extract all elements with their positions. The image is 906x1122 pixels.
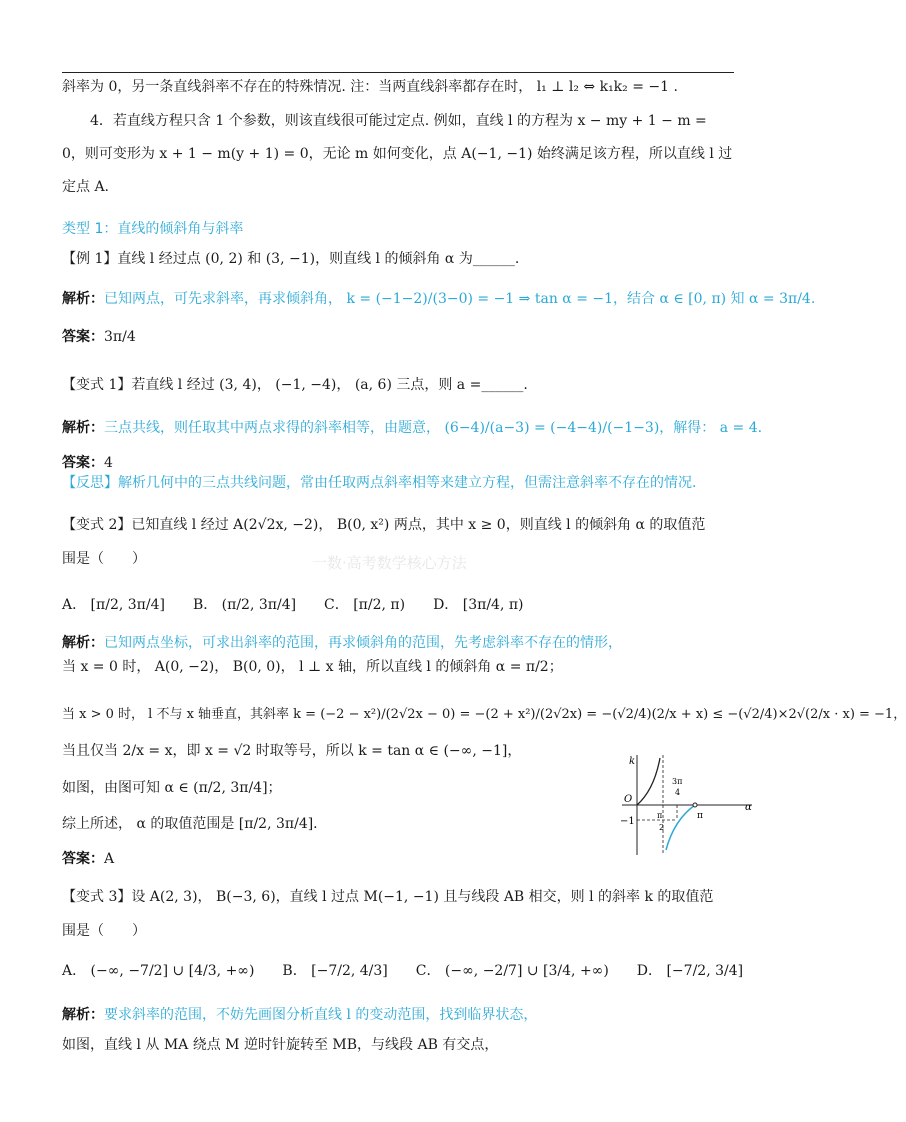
answer-value: 4	[104, 455, 113, 471]
text-line: 当 x = 0 时， A(0, −2)， B(0, 0)， l ⊥ x 轴，所以直线 l 的倾斜角 α = π/2；	[62, 659, 563, 675]
watermark: 一数·高考数学核心方法	[312, 554, 467, 572]
answer-label: 答案：	[62, 329, 104, 345]
analysis-4	[62, 1006, 537, 1024]
tan-graph	[602, 750, 752, 860]
tan-curve-left	[637, 758, 660, 805]
variant-2: 【变式 2】已知直线 l 经过 A(2√2x, −2)， B(0, x²) 两点，其中 x ≥ 0，则直线 l 的倾斜角 α 的取值范	[62, 517, 706, 533]
example-1: 【例 1】直线 l 经过点 (0, 2) 和 (3, −1)，则直线 l 的倾斜角 α 为______.	[62, 251, 520, 267]
answer-3	[62, 850, 114, 868]
section-title: 类型 1：直线的倾斜角与斜率	[62, 221, 244, 237]
analysis-label: 解析：	[62, 1007, 104, 1023]
pi-label: π	[697, 811, 703, 821]
answer-1	[62, 328, 136, 346]
answer-value: A	[104, 851, 115, 867]
text-line: 如图，直线 l 从 MA 绕点 M 逆时针旋转至 MB，与线段 AB 有交点，	[62, 1037, 499, 1053]
variant-2-cont: 围是（ ）	[62, 551, 146, 567]
reflection: 【反思】解析几何中的三点共线问题，常由任取两点斜率相等来建立方程，但需注意斜率不存在的情况.	[62, 475, 697, 491]
text-line: 斜率为 0，另一条直线斜率不存在的特殊情况. 注：当两直线斜率都存在时， l₁ ⊥ l₂ ⇔ k₁k₂ = −1 .	[62, 79, 678, 95]
analysis-text: 已知两点，可先求斜率，再求倾斜角， k = (−1−2)/(3−0) = −1 ⇒ tan α = −1，结合 α ∈ [0, π) 知 α = 3π/4.	[104, 291, 816, 307]
analysis-text: 三点共线，则任取其中两点求得的斜率相等，由题意， (6−4)/(a−3) = (−4−4)/(−1−3)，解得： a = 4.	[104, 420, 763, 436]
tick-3pi-num: 3π	[672, 777, 683, 786]
text-line: 如图，由图可知 α ∈ (π/2, 3π/4]；	[62, 780, 282, 796]
analysis-3	[62, 634, 622, 652]
text-line: 定点 A.	[62, 179, 110, 195]
answer-2	[62, 454, 113, 472]
analysis-2	[62, 419, 762, 437]
text-line: 4．若直线方程只含 1 个参数，则该直线很可能过定点. 例如，直线 l 的方程为 x − my + 1 − m =	[62, 113, 707, 129]
tick-pi-den: 2	[659, 823, 665, 832]
text-line: 当 x > 0 时， l 不与 x 轴垂直，其斜率 k = (−2 − x²)/(2√2x − 0) = −(2 + x²)/(2√2x) = −(√2/4)(2/x + x) ≤ −(√2/4)×2√(2/x · x) = −1，	[62, 707, 906, 722]
options-3: A． (−∞, −7/2] ∪ [4/3, +∞) B． [−7/2, 4/3] C． (−∞, −2/7] ∪ [3/4, +∞) D． [−7/2, 3/4]	[62, 963, 744, 979]
analysis-1	[62, 290, 815, 308]
analysis-label: 解析：	[62, 420, 104, 436]
origin-label: O	[624, 794, 633, 805]
variant-3: 【变式 3】设 A(2, 3)， B(−3, 6)，直线 l 过点 M(−1, −1) 且与线段 AB 相交，则 l 的斜率 k 的取值范	[62, 889, 714, 905]
alpha-label: α	[745, 802, 752, 813]
analysis-text: 要求斜率的范围，不妨先画图分析直线 l 的变动范围，找到临界状态，	[104, 1007, 538, 1023]
analysis-label: 解析：	[62, 291, 104, 307]
tan-curve-right	[666, 805, 695, 850]
k-label: k	[629, 756, 636, 767]
analysis-label: 解析：	[62, 635, 104, 651]
variant-3-cont: 围是（ ）	[62, 923, 146, 939]
tick-3pi-den: 4	[675, 788, 681, 797]
options-2: A． [π/2, 3π/4] B． (π/2, 3π/4] C． [π/2, π) D． [3π/4, π)	[62, 597, 524, 613]
pi-point	[693, 803, 697, 807]
answer-label: 答案：	[62, 851, 104, 867]
analysis-text: 已知两点坐标，可求出斜率的范围，再求倾斜角的范围，先考虑斜率不存在的情形，	[104, 635, 622, 651]
text-line: 当且仅当 2/x = x，即 x = √2 时取等号，所以 k = tan α ∈ (−∞, −1]，	[62, 743, 522, 759]
top-rule	[62, 72, 734, 73]
tick-pi-num: π	[657, 811, 663, 820]
text-line: 0，则可变形为 x + 1 − m(y + 1) = 0，无论 m 如何变化，点 A(−1, −1) 始终满足该方程，所以直线 l 过	[62, 146, 733, 162]
answer-value: 3π/4	[104, 329, 136, 345]
variant-1: 【变式 1】若直线 l 经过 (3, 4)， (−1, −4)， (a, 6) 三点，则 a =______.	[62, 377, 528, 393]
minus-one-label: −1	[620, 816, 635, 827]
answer-label: 答案：	[62, 455, 104, 471]
text-line: 综上所述， α 的取值范围是 [π/2, 3π/4].	[62, 816, 318, 832]
